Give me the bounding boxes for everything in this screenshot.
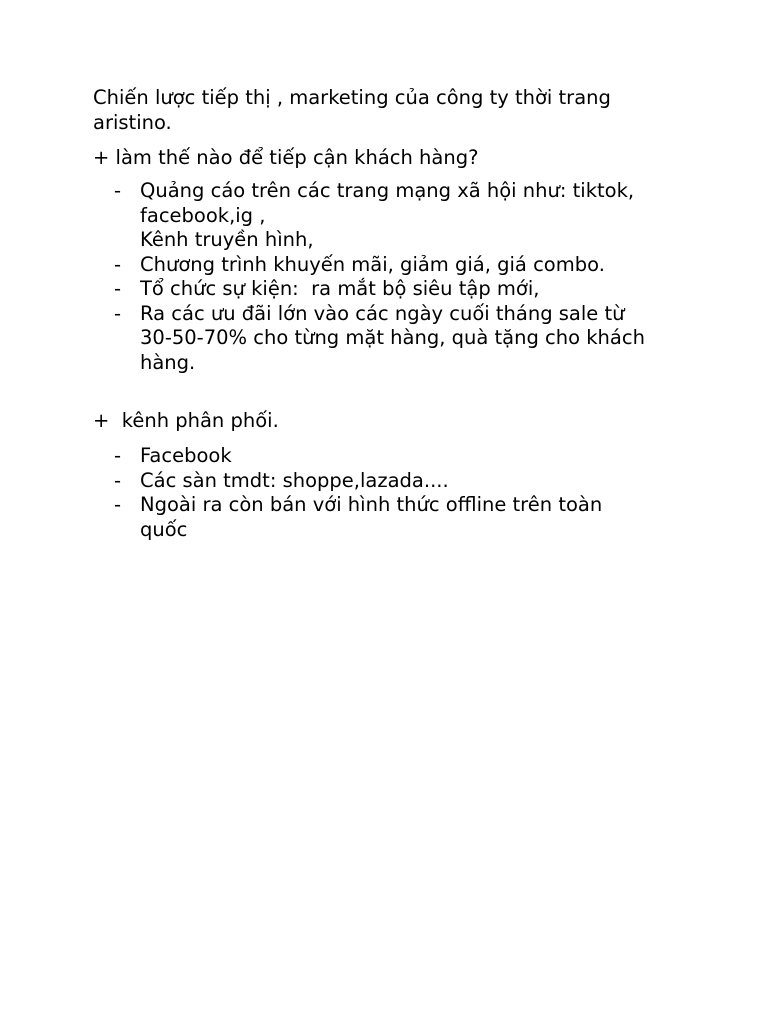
list-item-line: Chương trình khuyến mãi, giảm giá, giá combo. — [140, 252, 605, 276]
list-item-line: Facebook — [140, 444, 232, 467]
list-item-line: Ra các ưu đãi lớn vào các ngày cuối tháng sale từ — [140, 301, 625, 325]
bullet-dash: - — [114, 493, 122, 516]
bullet-dash: - — [114, 444, 122, 467]
list-item-line: hàng. — [140, 350, 196, 374]
list-item — [114, 277, 694, 302]
title-line: aristino. — [93, 111, 172, 134]
title-line: Chiến lược tiếp thị , marketing của công ty thời trang — [93, 86, 611, 109]
list-item-line: Quảng cáo trên các trang mạng xã hội như: tiktok, — [140, 179, 635, 202]
list-item-line: Tổ chức sự kiện: ra mắt bộ siêu tập mới, — [140, 277, 540, 300]
list-item-line: Các sàn tmdt: shoppe,lazada.... — [140, 468, 449, 492]
bullet-dash: - — [114, 468, 122, 492]
document-title — [93, 85, 693, 135]
list-item-line: Kênh truyền hình, — [140, 228, 314, 251]
list-item-line: quốc — [140, 517, 188, 541]
list-item-line: Ngoài ra còn bán với hình thức offline trên toàn — [140, 493, 603, 516]
section-heading-distribution: + kênh phân phối. — [93, 409, 279, 432]
list-item — [114, 302, 694, 376]
customer-reach-list — [114, 179, 694, 375]
list-item-line: 30-50-70% cho từng mặt hàng, quà tặng cho khách — [140, 326, 645, 349]
bullet-dash: - — [114, 179, 122, 202]
list-item-line: facebook,ig , — [140, 203, 266, 227]
distribution-list — [114, 444, 694, 542]
list-item — [114, 469, 694, 494]
list-item — [114, 493, 694, 542]
list-item — [114, 179, 694, 253]
bullet-dash: - — [114, 277, 122, 300]
bullet-dash: - — [114, 301, 122, 325]
bullet-dash: - — [114, 252, 122, 276]
section-heading-customer-reach: + làm thế nào để tiếp cận khách hàng? — [93, 146, 479, 169]
list-item — [114, 444, 694, 469]
list-item — [114, 253, 694, 278]
